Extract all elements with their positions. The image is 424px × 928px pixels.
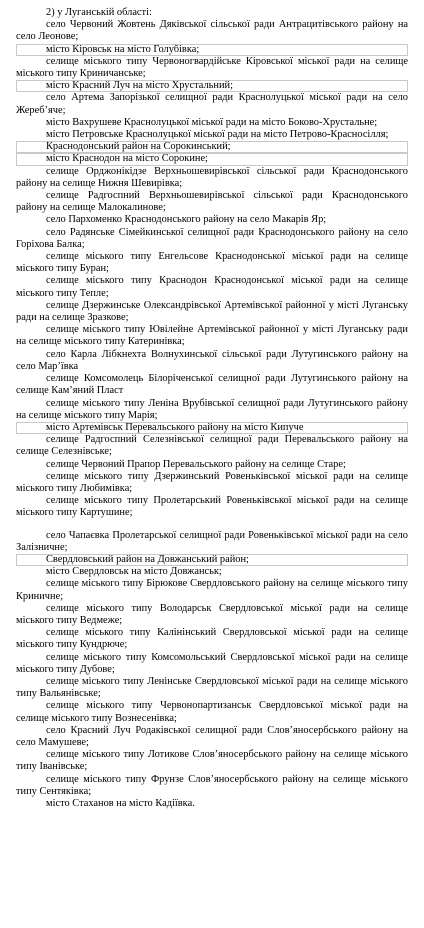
list-item: селище міського типу Комсомольський Свердловської міської ради на селище міського типу Дубове; (16, 651, 408, 675)
list-item: селище Червоний Прапор Перевальського району на селище Старе; (46, 458, 346, 470)
list-item: селище Комсомолець Білоріченської селищної ради Лутугинського району на селище Камʼяний Пласт (16, 373, 408, 397)
list-item: село Радянське Сімейкинської селищної ради Краснодонського району на село Горіхова Балка; (16, 226, 408, 250)
list-item: село Червоний Жовтень Дяківської сільської ради Антрацитівського району на село Леонове; (16, 19, 408, 43)
list-item: місто Краснодон на місто Сорокине; (16, 153, 408, 165)
list-item: місто Петровське Краснолуцької міської ради на місто Петрово-Красносілля; (46, 129, 389, 141)
list-item: селище міського типу Краснодон Краснодонської міської ради на селище міського типу Тепле; (16, 275, 408, 299)
list-item: селище міського типу Калінінський Свердловської міської ради на селище міського типу Кундрюче; (16, 627, 408, 651)
list-item: селище міського типу Червоногвардійське Кіровської міської ради на селище міського типу Криничанське; (16, 55, 408, 80)
list-item: Краснодонський район на Сорокинський; (16, 141, 408, 153)
list-item: Свердловський район на Довжанський район; (16, 554, 408, 566)
list-item: село Чапаєвка Пролетарської селищної ради Ровеньківської міської ради на село Залізничне; (16, 529, 408, 553)
section-heading: 2) у Луганській області: (46, 7, 152, 18)
list-item: селище Дзержинське Олександрівської Артемівської районної у місті Луганську ради на селище Зразкове; (16, 299, 408, 324)
list-item: селище міського типу Ювілейне Артемівської районної у місті Луганську ради на селище міського типу Катеринівка; (16, 324, 408, 348)
list-item: місто Свердловськ на місто Довжанськ; (46, 566, 222, 578)
list-item: місто Стаханов на місто Кадіївка. (46, 798, 195, 809)
list-item: місто Кіровськ на місто Голубівка; (16, 44, 408, 56)
list-item: селище міського типу Володарськ Свердловської міської ради на селище міського типу Ведмеже; (16, 602, 408, 626)
paragraph-gap (16, 520, 408, 530)
list-item: селище міського типу Ленінське Свердловської міської ради на селище міського типу Вальянівське; (16, 675, 408, 700)
list-item: місто Красний Луч на місто Хрустальний; (16, 80, 408, 92)
list-item: селище міського типу Енгельсове Краснодонської міської ради на селище міського типу Буран; (16, 251, 408, 275)
list-item: село Пархоменко Краснодонського району на село Макарів Яр; (46, 214, 327, 226)
list-item: село Карла Лібкнехта Волнухинської сільської ради Лутугинського району на село Марʼївка (16, 348, 408, 372)
list-item: місто Вахрушеве Краснолуцької міської ради на місто Боково-Хрустальне; (46, 116, 378, 128)
list-item: селище міського типу Фрунзе Словʼяносербського району на селище міського типу Сентяківка; (16, 773, 408, 797)
list-item: селище Радгоспний Верхньошевирівської сільської ради Краснодонського району на селище Малокалинове; (16, 190, 408, 214)
list-item: село Красний Луч Родаківської селищної ради Словʼяносербського району на село Мамушеве; (16, 724, 408, 748)
list-item: селище міського типу Червонопартизанськ Свердловської міської ради на селище міського типу Вознесенівка; (16, 700, 408, 724)
list-item: селище міського типу Леніна Врубівської селищної ради Лутугинського району на селище міського типу Марія; (16, 397, 408, 421)
list-item: місто Артемівськ Перевальського району на місто Кипуче (16, 422, 408, 434)
list-item: селище Радгоспний Селезнівської селищної ради Перевальського району на селище Селезнівське; (16, 434, 408, 458)
list-item: селище міського типу Лотикове Словʼяносербського району на селище міського типу Іванівське; (16, 749, 408, 773)
list-item: селище Орджонікідзе Верхньошевирівської сільської ради Краснодонського району на селище Нижня Шевирівка; (16, 165, 408, 189)
list-item: селище міського типу Пролетарський Ровеньківської міської ради на селище міського типу Картушине; (16, 495, 408, 519)
list-item: село Артема Запорізької селищної ради Краснолуцької міської ради на село Жеребʼяче; (16, 92, 408, 116)
list-item: селище міського типу Дзержинський Ровеньківської міської ради на селище міського типу Любимівка; (16, 470, 408, 494)
list-item: селище міського типу Бірюкове Свердловського району на селище міського типу Криничне; (16, 578, 408, 602)
